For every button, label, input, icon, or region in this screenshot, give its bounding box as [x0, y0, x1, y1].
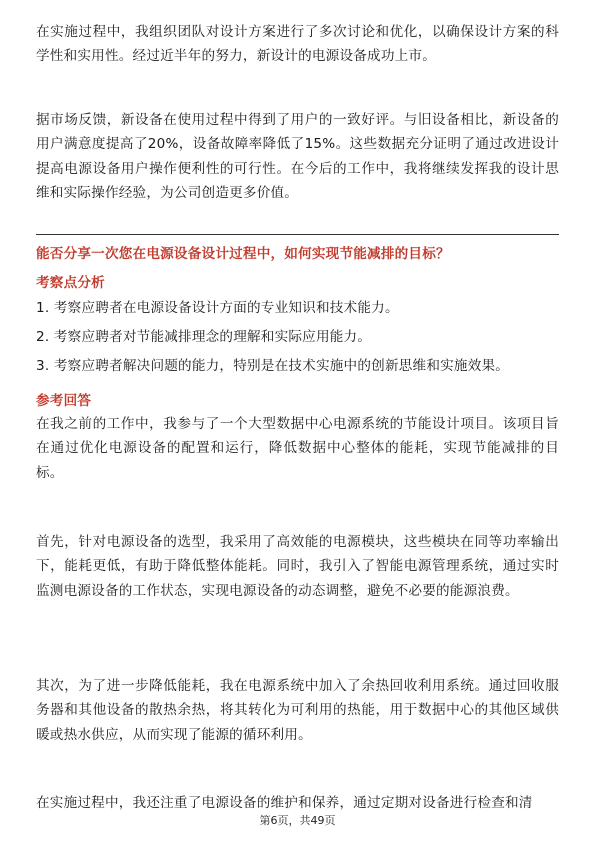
analysis-item: 2. 考察应聘者对节能减排理念的理解和实际应用能力。 — [36, 329, 372, 345]
answer-paragraph: 在实施过程中，我还注重了电源设备的维护和保养，通过定期对设备进行检查和清 — [36, 795, 533, 811]
analysis-heading: 考察点分析 — [36, 275, 105, 291]
analysis-item: 3. 考察应聘者解决问题的能力，特别是在技术实施中的创新思维和实施效果。 — [36, 358, 510, 374]
interview-question: 能否分享一次您在电源设备设计过程中，如何实现节能减排的目标？ — [36, 246, 450, 262]
paragraph-market-feedback: 据市场反馈，新设备在使用过程中得到了用户的一致好评。与旧设备相比，新设备的用户满意度提高了20%，设备故障率降低了15%。这些数据充分证明了通过改进设计提高电源设备用户操作便利性的可行性。在今后的工作中，我将继续发挥我的设计思维和实际操作经验，为公司创造更多价值。 — [36, 112, 559, 202]
section-divider — [36, 234, 559, 235]
page-footer — [0, 813, 595, 829]
page-number: 第6页，共49页 — [259, 814, 336, 827]
answer-paragraph: 在我之前的工作中，我参与了一个大型数据中心电源系统的节能设计项目。该项目旨在通过优化电源设备的配置和运行，降低数据中心整体的能耗，实现节能减排的目标。 — [36, 416, 559, 481]
analysis-item: 1. 考察应聘者在电源设备设计方面的专业知识和技术能力。 — [36, 300, 399, 316]
answer-paragraph: 首先，针对电源设备的选型，我采用了高效能的电源模块，这些模块在同等功率输出下，能耗更低，有助于降低整体能耗。同时，我引入了智能电源管理系统，通过实时监测电源设备的工作状态，实现电源设备的动态调整，避免不必要的能源浪费。 — [36, 534, 559, 599]
answer-heading: 参考回答 — [36, 393, 92, 409]
answer-paragraph: 其次，为了进一步降低能耗，我在电源系统中加入了余热回收利用系统。通过回收服务器和其他设备的散热余热，将其转化为可利用的热能，用于数据中心的其他区域供暖或热水供应，从而实现了能源的循环利用。 — [36, 678, 559, 743]
paragraph-implementation: 在实施过程中，我组织团队对设计方案进行了多次讨论和优化，以确保设计方案的科学性和实用性。经过近半年的努力，新设计的电源设备成功上市。 — [36, 24, 559, 65]
